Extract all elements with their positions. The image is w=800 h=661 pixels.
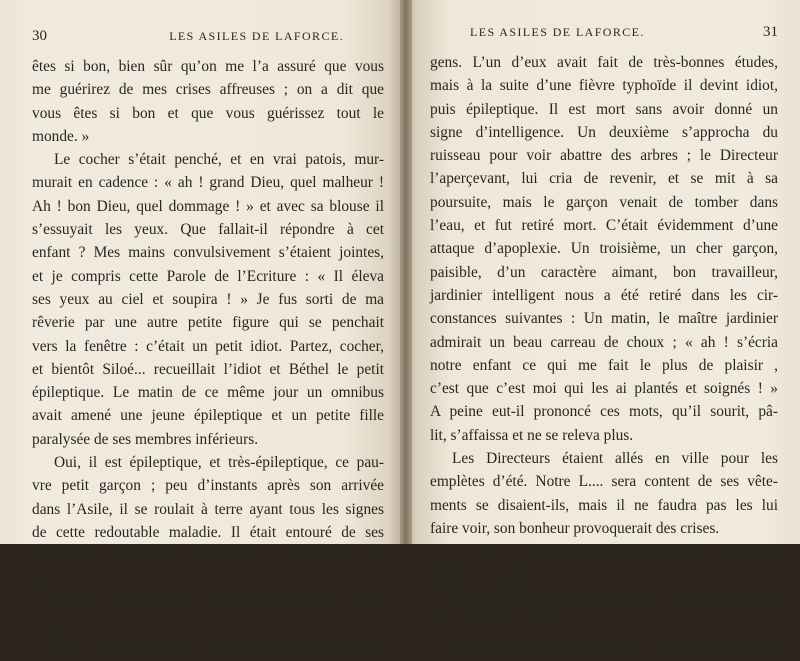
left-page-line: rêverie par une autre petite figure qui se penchait xyxy=(32,314,384,332)
left-page-line: Nous avons perdu en peu de mois quatre jeunes xyxy=(54,640,384,658)
right-page-line: notre enfant ce qui me fait le plus de plaisir , xyxy=(430,356,778,374)
right-page-line: c’est que c’est moi qui les ai plantés et soignés ! » xyxy=(430,380,778,398)
right-running-title: LES ASILES DE LAFORCE. xyxy=(470,25,645,39)
left-page-line: avait amené une jeune épileptique et un petite fille xyxy=(32,407,384,425)
left-page-line: vers la fenêtre : c’était un petit idiot. Partez, cocher, xyxy=(32,337,384,355)
left-page-line: ses yeux au ciel et soupira ! » Je fus sorti de ma xyxy=(32,290,384,308)
right-page-line: A peine eut-il prononcé ces mots, qu’il sourit, pâ- xyxy=(430,403,778,421)
left-page-line: et je compris cette Parole de l’Ecriture : « Il éleva xyxy=(32,267,384,285)
left-page-line: lui. xyxy=(32,570,53,588)
right-page-line: faire voir, son bonheur provoquerait des crises. xyxy=(430,519,720,537)
left-page-line: vous êtes si bon et que vous guérissez tout le xyxy=(32,104,384,122)
right-page-line: poursuite, mais le garçon venait de tomber dans xyxy=(430,193,778,211)
right-page-text xyxy=(430,51,778,657)
right-page-line: l’avaient procuré. xyxy=(430,566,539,584)
left-page-line: paralysée de ses membres inférieurs. xyxy=(32,430,259,448)
right-page-line: admirait un beau carreau de choux ; « ah ! s’écria xyxy=(430,333,778,351)
left-page-line: me guérirez de mes crises affreuses ; on a dit que xyxy=(32,81,384,99)
right-page-line: lit, s’affaissa et ne se releva plus. xyxy=(430,426,634,444)
right-page-line: mais à la suite d’une fièvre typhoïde il devint idiot, xyxy=(430,77,778,95)
right-page-line: L’état sanitaire est satisfaisant ; presque tous nos xyxy=(452,636,778,654)
left-page-line: murait en cadence : « ah ! grand Dieu, quel malheur ! xyxy=(32,174,384,192)
right-page-number: 31 xyxy=(763,24,778,40)
right-page-line: puis épileptique. Il est mort sans avoir donné un xyxy=(430,100,778,118)
right-page-line: l’aperçevant, lui cria de revenir, et se mit à sa xyxy=(430,170,778,188)
right-page-header xyxy=(430,24,778,41)
left-page-line: enfant ? Mes mains convulsivement s’étaient jointes, xyxy=(32,244,384,262)
left-page-line: Le cocher s’était penché, et en vrai patois, mur- xyxy=(54,151,384,169)
right-page xyxy=(404,0,800,654)
right-page-line: jardinier intelligent nous a été retiré dans les cir- xyxy=(430,286,778,304)
left-page-header xyxy=(32,28,384,45)
left-running-title: LES ASILES DE LAFORCE. xyxy=(169,29,344,43)
right-page-line: gens. L’un d’eux avait fait de très-bonnes études, xyxy=(430,54,778,71)
right-page-line: Pour nos pauvres épileptiques , nous pouvons xyxy=(452,589,778,607)
left-page-line: êtes si bon, bien sûr qu’on me l’a assuré que vous xyxy=(32,58,384,75)
italic-word: vingt-trois xyxy=(32,547,96,565)
right-page-line: attaque d’apoplexie. Un troisième, un cher garçon, xyxy=(430,240,778,258)
left-page-text xyxy=(32,55,384,661)
right-page-line: Ce que les vêtements n’ont pu produire, les choux xyxy=(452,543,778,561)
left-page-number: 30 xyxy=(32,28,47,44)
left-page-line: vre petit garçon ; peu d’instants après son arrivée xyxy=(32,477,384,495)
left-page-line: dans l’Asile, il se roulait à terre ayant tous les signes xyxy=(32,500,384,518)
left-page-line: Ah ! bon Dieu, quel dommage ! » et avec sa blouse il xyxy=(32,197,384,215)
left-page-line: Béthel comme Siloé a traversé des temps diffi- xyxy=(54,593,384,611)
right-page-line: l’eau, et fut retiré mort. C’était évidemment d’une xyxy=(430,217,778,235)
right-page-line: emplètes d’été. Notre L.... sera content de ses vête- xyxy=(430,473,778,491)
right-page-line: nous attendre à tout. xyxy=(430,613,555,631)
left-page-line: s’essuyait les yeux. Que fallait-il répondre à cet xyxy=(32,221,384,239)
left-page-line: épileptique. Le matin de ce même jour un omnibus xyxy=(32,384,384,402)
right-page-line: ments se disaient-ils, mais il ne faudra pas les lui xyxy=(430,496,778,514)
right-page-line: Les Directeurs étaient allés en ville pour les xyxy=(452,450,778,468)
left-page-line: Oui, il est épileptique, et très-épileptique, ce pau- xyxy=(54,454,384,472)
book-gutter xyxy=(400,0,412,544)
right-page-line: ruisseau pour voir abattre des arbres ; le Directeur xyxy=(430,147,778,165)
right-page-line: signe d’intelligence. Un deuxième s’approcha du xyxy=(430,123,778,141)
right-page-line: paisible, d’un caractère aimant, bon travailleur, xyxy=(430,263,778,281)
left-page-line: de cette redoutable maladie. Il était entouré de ses xyxy=(32,523,384,541)
left-page-line: ciles. xyxy=(32,617,65,635)
left-page-line: et bientôt Siloé... recueillait l’idiot et Béthel le petit xyxy=(32,360,384,378)
left-page-line: monde. » xyxy=(32,127,90,145)
left-page-line: vingt-trois camarades, tous aussi malheureux que xyxy=(32,547,384,565)
right-page-line: constances suivantes : Un matin, le maître jardinier xyxy=(430,310,778,328)
